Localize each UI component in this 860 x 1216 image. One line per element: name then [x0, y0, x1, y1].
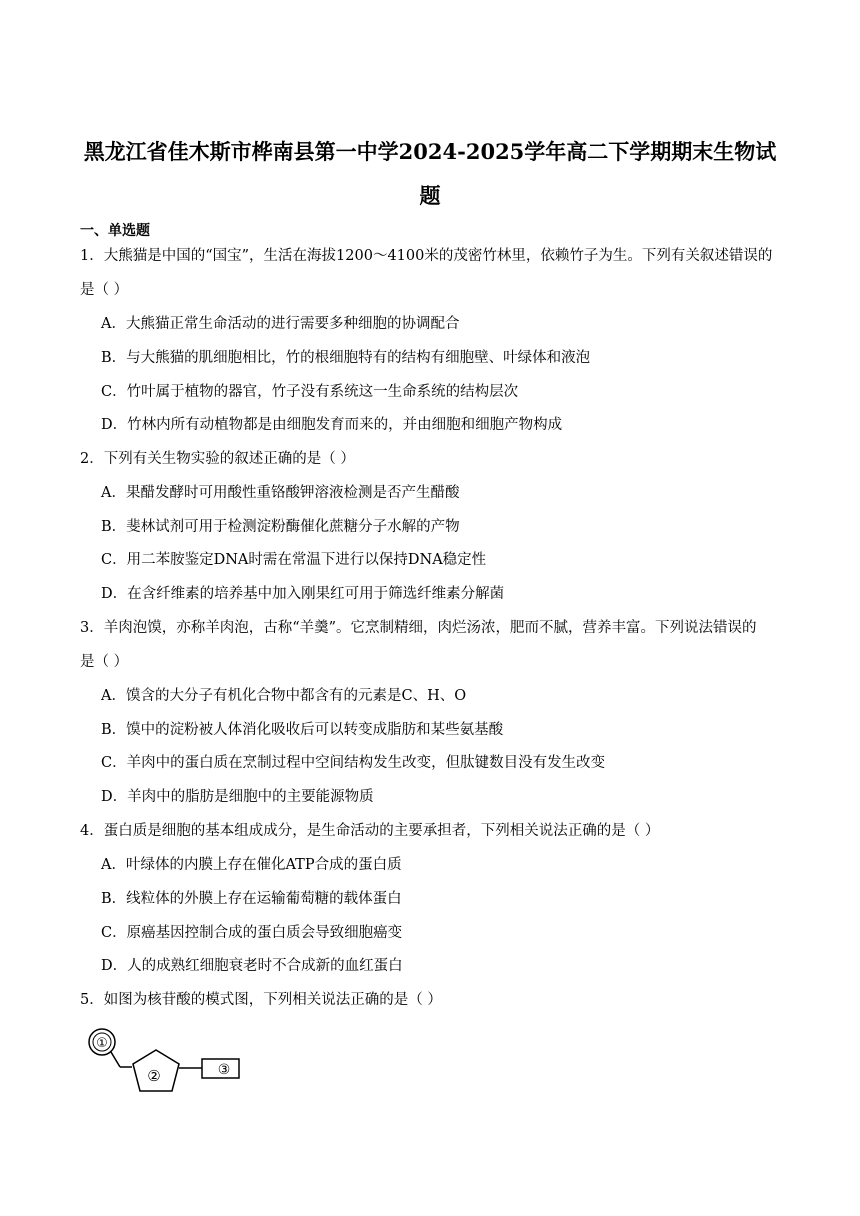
- question-3-option-a: A．馍含的大分子有机化合物中都含有的元素是C、H、O: [101, 688, 467, 704]
- question-4-option-c: C．原癌基因控制合成的蛋白质会导致细胞癌变: [101, 925, 403, 941]
- question-2-stem: 2．下列有关生物实验的叙述正确的是（ ）: [80, 451, 355, 467]
- question-2-option-c: C．用二苯胺鉴定DNA时需在常温下进行以保持DNA稳定性: [101, 552, 487, 568]
- question-4-option-b: B．线粒体的外膜上存在运输葡萄糖的载体蛋白: [101, 891, 402, 907]
- question-3-option-b: B．馍中的淀粉被人体消化吸收后可以转变成脂肪和某些氨基酸: [101, 722, 504, 738]
- question-3-option-c: C．羊肉中的蛋白质在烹制过程中空间结构发生改变，但肽键数目没有发生改变: [101, 755, 606, 771]
- question-1-option-d: D．竹林内所有动植物都是由细胞发育而来的，并由细胞和细胞产物构成: [101, 417, 563, 433]
- label-1: ①: [96, 1036, 108, 1051]
- question-3-option-d: D．羊肉中的脂肪是细胞中的主要能源物质: [101, 789, 374, 805]
- nucleotide-diagram: [84, 1025, 254, 1095]
- question-4-option-a: A．叶绿体的内膜上存在催化ATP合成的蛋白质: [101, 857, 402, 873]
- question-3-stem: 3．羊肉泡馍，亦称羊肉泡，古称“羊羹”。它烹制精细，肉烂汤浓，肥而不腻，营养丰富。下列说法错误的: [80, 620, 757, 636]
- question-2-option-a: A．果醋发酵时可用酸性重铬酸钾溶液检测是否产生醋酸: [101, 485, 460, 501]
- question-1-option-c: C．竹叶属于植物的器官，竹子没有系统这一生命系统的结构层次: [101, 384, 519, 400]
- document-title-line1: 黑龙江省佳木斯市桦南县第一中学2024-2025学年高二下学期期末生物试: [83, 139, 777, 164]
- section-heading: 一、单选题: [80, 223, 150, 239]
- question-2-option-d: D．在含纤维素的培养基中加入刚果红可用于筛选纤维素分解菌: [101, 586, 505, 602]
- document-title-line2: 题: [419, 183, 441, 208]
- question-5-stem: 5．如图为核苷酸的模式图，下列相关说法正确的是（ ）: [80, 992, 442, 1008]
- label-2: ②: [147, 1067, 161, 1085]
- bond-phosphate-sugar: [111, 1052, 120, 1067]
- question-3-stem-cont: 是（ ）: [80, 654, 129, 670]
- label-3: ③: [217, 1062, 231, 1078]
- question-1-stem-cont: 是（ ）: [80, 282, 129, 298]
- question-1-option-a: A．大熊猫正常生命活动的进行需要多种细胞的协调配合: [101, 316, 460, 332]
- question-2-option-b: B．斐林试剂可用于检测淀粉酶催化蔗糖分子水解的产物: [101, 519, 460, 535]
- question-1-stem: 1．大熊猫是中国的“国宝”，生活在海拔1200～4100米的茂密竹林里，依赖竹子为生。下列有关叙述错误的: [80, 248, 773, 264]
- question-4-stem: 4．蛋白质是细胞的基本组成成分，是生命活动的主要承担者，下列相关说法正确的是（ ）: [80, 823, 660, 839]
- question-1-option-b: B．与大熊猫的肌细胞相比，竹的根细胞特有的结构有细胞壁、叶绿体和液泡: [101, 350, 591, 366]
- question-4-option-d: D．人的成熟红细胞衰老时不合成新的血红蛋白: [101, 958, 403, 974]
